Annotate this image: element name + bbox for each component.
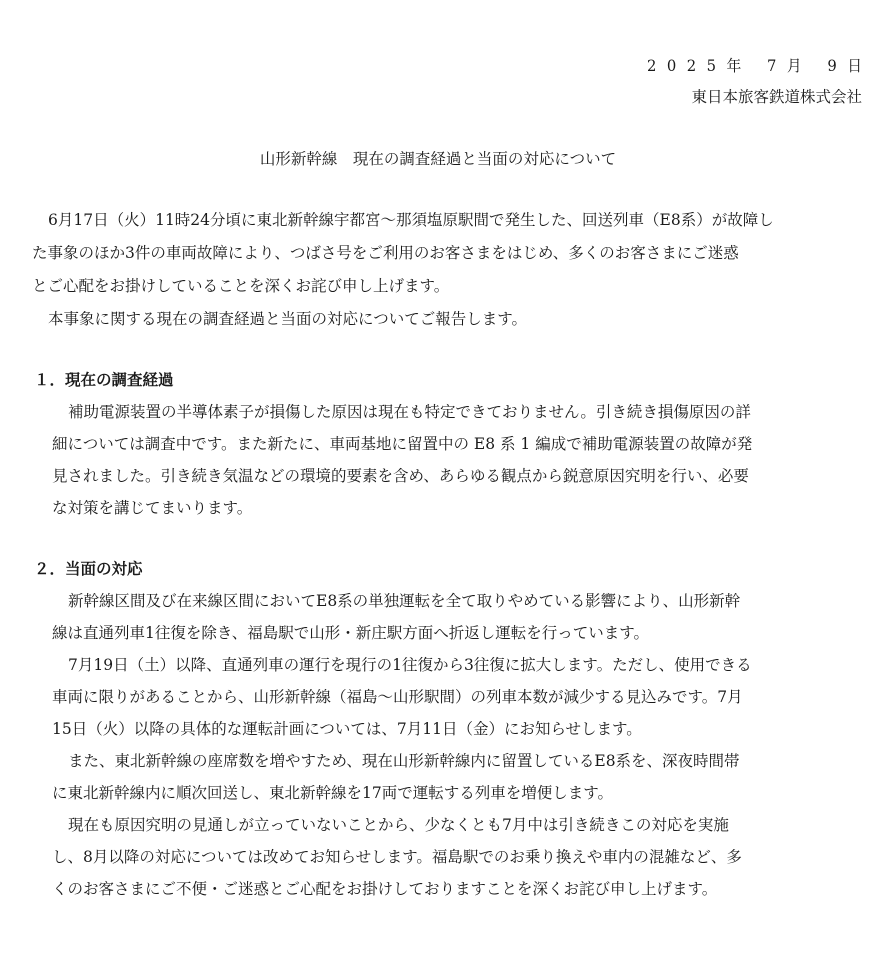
paragraph-line: 線は直通列車1往復を除き、福島駅で山形・新庄駅方面へ折返し運転を行っています。 — [52, 624, 650, 642]
paragraph-line: 見されました。引き続き気温などの環境的要素を含め、あらゆる観点から鋭意原因究明を行い、必要 — [52, 467, 749, 485]
paragraph-line: に東北新幹線内に順次回送し、東北新幹線を17両で運転する列車を増便します。 — [52, 784, 613, 802]
document-date: 2025年 7月 9日 — [647, 57, 873, 75]
paragraph-line: とご心配をお掛けしていることを深くお詫び申し上げます。 — [32, 277, 450, 295]
paragraph-line: 新幹線区間及び在来線区間においてE8系の単独運転を全て取りやめている影響により、山形新幹 — [68, 592, 741, 610]
paragraph-line: くのお客さまにご不便・ご迷惑とご心配をお掛けしておりますことを深くお詫び申し上げます。 — [52, 880, 718, 898]
paragraph-line: 車両に限りがあることから、山形新幹線（福島～山形駅間）の列車本数が減少する見込みです。7月 — [52, 688, 743, 706]
section-heading: １．現在の調査経過 — [34, 371, 174, 389]
paragraph-line: た事象のほか3件の車両故障により、つばさ号をご利用のお客さまをはじめ、多くのお客さまにご迷惑 — [32, 244, 739, 262]
paragraph-line: 現在も原因究明の見通しが立っていないことから、少なくとも7月中は引き続きこの対応を実施 — [68, 816, 729, 834]
paragraph-line: 7月19日（土）以降、直通列車の運行を現行の1往復から3往復に拡大します。ただし、使用できる — [68, 656, 752, 674]
issuer-name: 東日本旅客鉄道株式会社 — [691, 88, 862, 106]
paragraph-line: な対策を講じてまいります。 — [52, 499, 253, 517]
paragraph-line: し、8月以降の対応については改めてお知らせします。福島駅でのお乗り換えや車内の混雑など、多 — [52, 848, 742, 866]
paragraph-line: また、東北新幹線の座席数を増やすため、現在山形新幹線内に留置しているE8系を、深夜時間帯 — [68, 752, 740, 770]
document-title: 山形新幹線 現在の調査経過と当面の対応について — [259, 150, 617, 168]
section-heading: ２．当面の対応 — [34, 560, 143, 578]
paragraph-line: 本事象に関する現在の調査経過と当面の対応についてご報告します。 — [48, 310, 527, 328]
paragraph-line: 細については調査中です。また新たに、車両基地に留置中の E8 系 1 編成で補助電源装置の故障が発 — [52, 435, 753, 453]
paragraph-line: 15日（火）以降の具体的な運転計画については、7月11日（金）にお知らせします。 — [52, 720, 642, 738]
paragraph-line: 補助電源装置の半導体素子が損傷した原因は現在も特定できておりません。引き続き損傷原因の詳 — [68, 403, 751, 421]
paragraph-line: 6月17日（火）11時24分頃に東北新幹線宇都宮～那須塩原駅間で発生した、回送列車（E8系）が故障し — [48, 211, 774, 229]
